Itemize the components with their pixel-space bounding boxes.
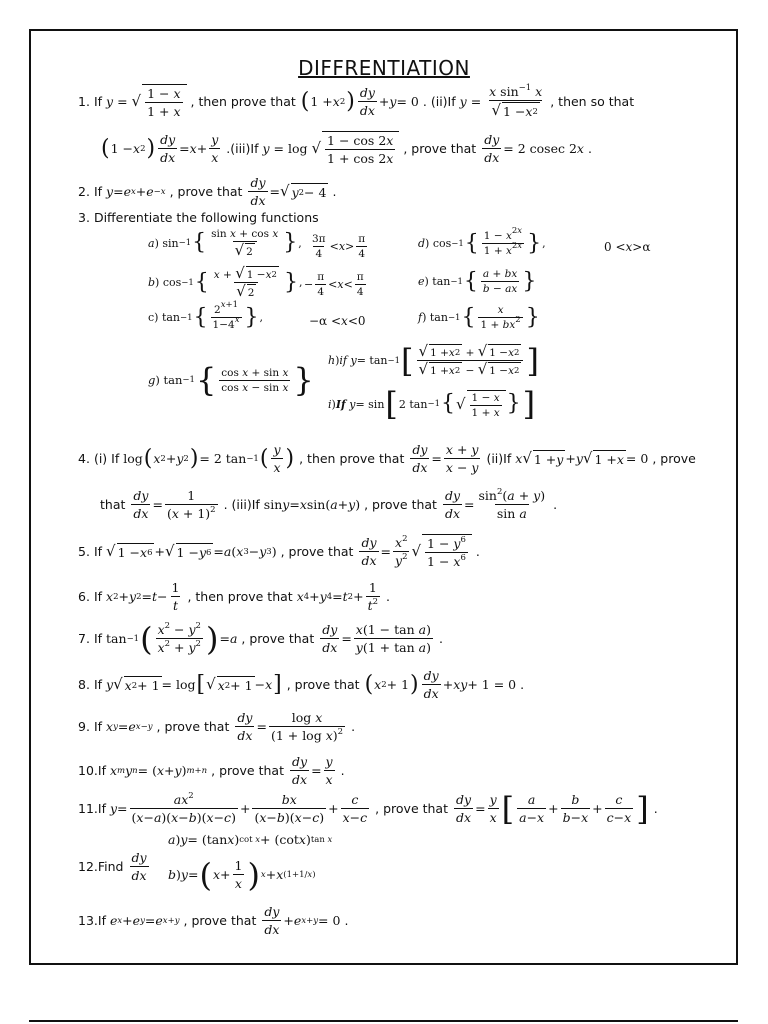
q8-if: If [93,677,103,692]
q4-part-ii: (ii)If [486,451,512,466]
q7-end: . [438,631,443,646]
q4-prove-that: , prove that [364,497,437,512]
q11-given-equation: y = $\frac{ax^2}{(x-a)(x-b)(x-c)}$ + $\frac{bx}{(x-b)(x-c)}$ + $\frac{c}{x-c}$ [109,791,368,825]
q12-part-b: b ) y = ( x + $\frac{1}{x}$ ) x + x (1+1/x) [168,855,316,894]
question-8 [78,668,528,701]
q8-number: 8. [78,677,90,692]
q10-given-equation: x m y n = ( x + y ) m+n [109,763,208,778]
q2-prove-that: , prove that [169,184,243,199]
q7-prove-that: , prove that [241,631,315,646]
q1-period: . [422,94,427,109]
q5-end: . [475,544,480,559]
page-title: DIFFRENTIATION [298,56,470,80]
q3-number: 3. [78,210,90,225]
question-12 [78,850,155,883]
question-2 [78,175,340,208]
q1-number: 1. [78,94,90,109]
q12-part-a: a ) y = (tan x ) cot x + (cot x ) tan x [168,832,333,847]
question-11 [78,789,662,828]
q11-number: 11.If [78,801,106,816]
q1-part-iii-result: $\frac{dy}{dx}$ = 2 cosec 2 x [484,132,584,165]
q1-end: . [587,141,592,156]
q5-result: $\frac{dy}{dx}$ = $\frac{x^2}{y^2}$ √ $\frac{1 - y^6}{1 - x^6}$ [357,534,471,569]
q6-number: 6. [78,589,90,604]
question-5 [78,534,484,569]
q10-result: $\frac{dy}{dx}$ = $\frac{y}{x}$ [291,754,333,787]
q10-prove-that: , prove that [211,763,284,778]
q7-result: $\frac{dy}{dx}$ = $\frac{\text{x(1 − tan a)}}{\text{y(1 + tan a)}}$ [322,622,431,655]
q7-number: 7. [78,631,90,646]
q13-result: $\frac{dy}{dx}$ + e x+y = 0 [264,904,341,937]
q3-part-i: i ) If y = sin [ 2 tan −1 { √ $\frac{1 - x}{1 + x}$ } ] [328,385,536,423]
q2-if: If [93,184,103,199]
q5-number: 5. [78,544,90,559]
q1-then-prove: , then prove that [190,94,296,109]
q1-prove-that: , prove that [403,141,477,156]
question-7 [78,619,447,658]
q4-number: 4. [78,451,90,466]
q3-part-g: g ) tan −1 { $\frac{\text{cos x + sin x}}{\text{cos x − sin x}}$ } [148,361,314,399]
q10-number: 10.If [78,763,106,778]
q1-if: If [93,94,103,109]
q9-prove-that: , prove that [156,719,230,734]
q11-result: $\frac{dy}{dx}$ = $\frac{y}{x}$ [ $\frac{a}{a-x}$ + $\frac{b}{b-x}$ + $\frac{c}{c-x}$ ] [456,789,649,828]
q1-to-prove: ( 1 + x 2 ) $\frac{dy}{dx}$ + y = 0 [300,85,419,118]
q13-prove-that: , prove that [183,913,257,928]
q1-then-so-that: , then so that [550,94,635,109]
question-1-line-1 [78,84,638,119]
q7-if: If [93,631,103,646]
q12-find: 12.Find [78,859,124,874]
q11-end: . [653,801,658,816]
q3-range-a: $\frac{3\pi}{4}$ < x > $\frac{\pi}{4}$ [312,233,366,260]
q3-part-e: e ) tan −1 { $\frac{a + bx}{b - ax}$ } [418,268,537,295]
q4-result: $\frac{dy}{dx}$ = $\frac{x + y}{x - y}$ [412,442,479,475]
q4-end: . [553,497,558,512]
question-6 [78,580,394,613]
q13-number: 13.If [78,913,106,928]
q13-given-equation: e x + e y = e x+y [109,913,180,928]
q6-then-prove: , then prove that [187,589,293,604]
q1-part-ii-equation: y = x $\sin^{-1} x$ √ 1 − x 2 [459,83,543,119]
question-13 [78,904,352,937]
q4-then-prove: , then prove that [299,451,405,466]
q5-prove-that: , prove that [280,544,354,559]
q8-result: ( x 2 + 1 ) $\frac{dy}{dx}$ + xy + 1 = 0 [364,668,517,701]
q6-end: . [386,589,390,604]
q3-range-c: −α < x <0 [309,314,366,328]
question-4-line-2 [100,488,561,521]
q2-given-equation: y = e x + e −x [106,184,166,199]
q3-range-b: − $\frac{\pi}{4}$ < x < $\frac{\pi}{4}$ [304,271,364,298]
q3-instruction: Differentiate the following functions [93,210,319,225]
q4-part-iii: . (iii)If [223,497,260,512]
q3-part-c: c) tan −1 { $\frac{2^{x+1}}{1-4^x}$ } , [148,300,264,331]
q3-part-b: b ) cos −1 { x + √ 1 − x 2 √ 2 } , [148,264,303,300]
q4-that: that [100,497,126,512]
q3-part-h: h ) if y = tan −1 [ √ 1 + x 2 + √ 1 − x 2 √ 1 + x 2 − √ 1 − x 2 ] [328,341,539,380]
q9-if: If [93,719,103,734]
q1-part-ii-result: ( 1 − x 2 ) $\frac{dy}{dx}$ = x + $\frac{y}{x}$ [101,132,219,165]
q1-part-iii: .(iii)If [226,141,259,156]
q2-result: $\frac{dy}{dx}$ = √ y 2 − 4 [250,175,327,208]
q6-given-equation: x 2 + y 2 = t − $\frac{1}{t}$ [106,580,180,613]
q8-prove-that: , prove that [286,677,360,692]
q1-part-iii-equation: y = log √ $\frac{1 - \cos 2x}{1 + \cos 2x}$ [262,131,399,166]
q5-given-equation: √ 1 − x 6 + √ 1 − y 6 = a ( x 3 − y 3 ) [106,542,277,560]
q4-part-ii-equation: x √ 1 + y + y √ 1 + x = 0 [515,449,649,467]
q6-result: x 4 + y 4 = t 2 + $\frac{1}{t^2}$ [296,580,379,613]
q3-range-d: 0 < x >α [604,240,651,254]
question-3 [78,210,323,225]
q4-part-i: (i) If [93,451,120,466]
q2-end: . [332,184,337,199]
q1-part-ii: (ii)If [430,94,456,109]
q11-prove-that: , prove that [375,801,448,816]
q9-given-equation: x y = e x−y [106,719,153,734]
question-10 [78,754,349,787]
q9-result: $\frac{dy}{dx}$ = $\frac{\text{log x}}{(1 + \log x)^2}$ [237,710,344,743]
q4-part-iii-equation: sin y = x sin( a + y ) [263,497,361,512]
q3-part-f: f ) tan −1 { $\frac{x}{1 + bx^2}$ } [418,304,540,331]
q7-given-equation: tan −1 ( $\frac{x^2 - y^2}{x^2 + y^2}$ ) = a [106,619,238,658]
q1-given-equation: y = √ $\frac{1 - x}{1 + x}$ [106,84,186,119]
bottom-rule [29,1020,738,1022]
question-4-line-1 [78,442,700,475]
q8-end: . [520,677,525,692]
q5-if: If [93,544,103,559]
q4-prove: , prove [652,451,696,466]
q9-number: 9. [78,719,90,734]
q2-number: 2. [78,184,90,199]
question-9 [78,710,359,743]
question-1-line-2 [100,131,596,166]
q12-derivative: $\frac{dy}{dx}$ [131,850,147,883]
q13-end: . [344,913,349,928]
q3-part-d: d ) cos −1 { $\frac{1 - x^{2x}}{1 + x^{2x}}$ } , [418,226,546,257]
q4-part-ii-result: $\frac{dy}{dx}$ = $\frac{1}{(x + 1)^2}$ [133,488,216,521]
q8-given-equation: y √ x 2 + 1 = log [ √ x 2 + 1 − x ] [106,671,282,697]
q3-part-a: a ) sin −1 { sin x + cos x √ 2 } , [148,228,302,259]
q10-end: . [340,763,345,778]
q4-given-equation: log ( x 2 + y 2 ) = 2 tan −1 ( $\frac{y}{x}$ ) [123,442,295,475]
q6-if: If [93,589,103,604]
q4-part-iii-result: $\frac{dy}{dx}$ = $\frac{\sin^2(a + y)}{\text{sin a}}$ [444,487,546,521]
q9-end: . [351,719,356,734]
